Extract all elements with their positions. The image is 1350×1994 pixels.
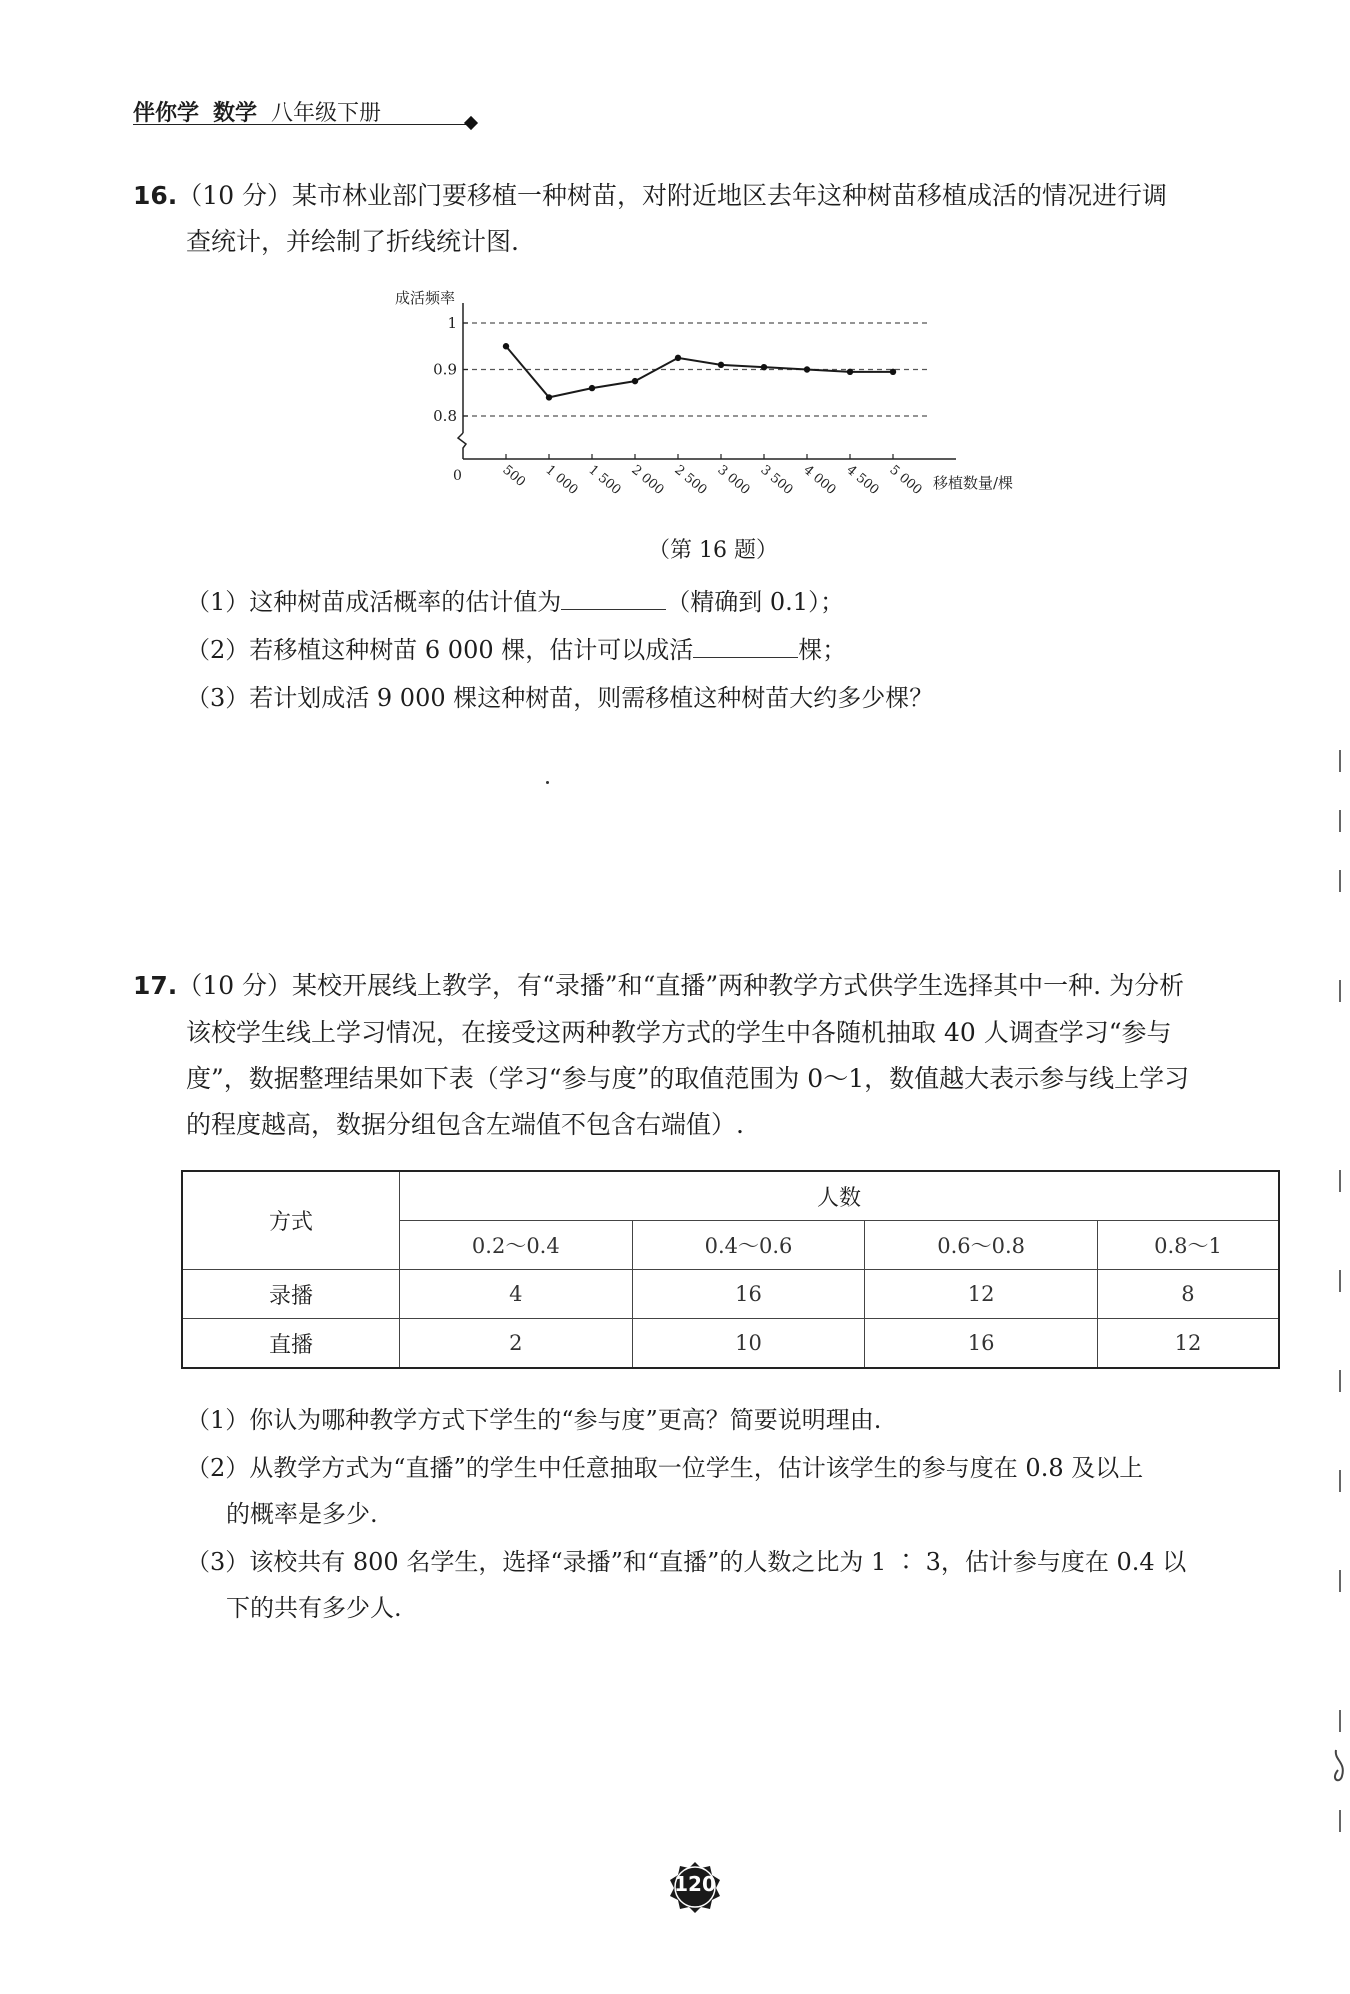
chart-x-tick-label: 2 500 (671, 462, 710, 498)
q16-text-line1 (133, 180, 1167, 212)
stray-dot (546, 781, 549, 784)
chart-x-tick-label: 3 500 (757, 462, 796, 498)
q17-text-line4: 的程度越高，数据分组包含左端值不包含右端值）. (186, 1110, 744, 1139)
chart-x-tick-label: 2 000 (628, 462, 667, 498)
chart-x-ticks (499, 454, 924, 498)
chart-series (503, 343, 896, 401)
q16-sub1 (186, 586, 844, 618)
table-cell: 8 (1097, 1270, 1279, 1319)
chart-x-tick-label: 4 000 (800, 462, 839, 498)
table-cell: 4 (400, 1270, 633, 1319)
header-subject: 数学 (213, 101, 258, 126)
table-column-header: 0.6～0.8 (865, 1221, 1098, 1270)
q16-text-1: （10 分）某市林业部门要移植一种树苗，对附近地区去年这种树苗移植成活的情况进行调 (177, 181, 1168, 210)
chart-x-tick-label: 500 (499, 462, 529, 491)
chart-x-tick-label: 1 500 (585, 462, 624, 498)
chart-y-tick-label: 1 (447, 314, 457, 332)
q16-text-line2: 查统计，并绘制了折线统计图. (186, 227, 519, 256)
q16-sub3: （3）若计划成活 9 000 棵这种树苗，则需移植这种树苗大约多少棵？ (186, 684, 934, 712)
q17-text-1: （10 分）某校开展线上教学，有“录播”和“直播”两种教学方式供学生选择其中一种. 为分析 (177, 971, 1185, 1000)
chart-x-tick-label: 5 000 (886, 462, 925, 498)
q16-caption: （第 16 题） (648, 538, 778, 563)
q16-sub1-post: （精确到 0.1）； (666, 588, 845, 616)
chart-y-tick-label: 0.8 (433, 407, 457, 425)
table-cell: 10 (632, 1319, 865, 1369)
chart-x-axis-label: 移植数量/棵 (933, 474, 1014, 492)
q16-sub2-pre: （2）若移植这种树苗 6 000 棵，估计可以成活 (186, 636, 694, 664)
header-diamond-icon (464, 116, 478, 130)
table-column-header: 0.8～1 (1097, 1221, 1279, 1270)
chart-data-point (632, 378, 638, 384)
q17-text-line3: 度”，数据整理结果如下表（学习“参与度”的取值范围为 0～1，数值越大表示参与线上学习 (186, 1064, 1190, 1093)
table-column-header: 0.2～0.4 (400, 1221, 633, 1270)
table-row-label: 直播 (182, 1319, 400, 1369)
chart-axes (458, 303, 956, 459)
q17-number: 17. (133, 971, 178, 1000)
chart-gridlines (463, 323, 928, 416)
q17-sub3-line2: 下的共有多少人. (226, 1594, 402, 1622)
chart-x-tick-label: 4 500 (843, 462, 882, 498)
table-cell: 12 (865, 1270, 1098, 1319)
chart-data-point (761, 364, 767, 370)
header-series: 伴你学 (133, 101, 200, 126)
running-header (133, 96, 381, 127)
chart-y-tick-label: 0.9 (433, 360, 457, 379)
chart-data-point (503, 343, 509, 349)
table-group-header: 人数 (400, 1171, 1280, 1221)
chart-data-point (847, 369, 853, 375)
header-grade: 八年级下册 (271, 101, 382, 126)
chart-data-point (890, 369, 896, 375)
q16-line-chart (395, 283, 1014, 513)
chart-y-axis-label: 成活频率 (395, 289, 456, 307)
chart-data-point (546, 394, 552, 400)
chart-data-point (589, 385, 595, 391)
table-row (182, 1270, 1279, 1319)
page-number: 120 (674, 1872, 716, 1896)
header-rule (133, 124, 473, 125)
table-row (182, 1319, 1279, 1369)
chart-x-tick-label: 1 000 (542, 462, 581, 498)
q16-sub2-post: 棵； (798, 636, 847, 664)
q17-text-line2: 该校学生线上学习情况，在接受这两种教学方式的学生中各随机抽取 40 人调查学习“参与 (186, 1018, 1172, 1047)
chart-x-tick-label: 3 000 (714, 462, 753, 498)
q16-sub2-blank[interactable] (693, 635, 798, 658)
chart-axis-break (458, 433, 466, 459)
table-cell: 16 (632, 1270, 865, 1319)
chart-origin-label: 0 (453, 468, 462, 484)
q16-number: 16. (133, 181, 178, 210)
table-cell: 12 (1097, 1319, 1279, 1369)
table-row-label: 录播 (182, 1270, 400, 1319)
q17-sub1: （1）你认为哪种教学方式下学生的“参与度”更高？简要说明理由. (186, 1406, 882, 1434)
q17-sub2-line2: 的概率是多少. (226, 1500, 378, 1528)
table-column-header: 0.4～0.6 (632, 1221, 865, 1270)
q17-sub3-line1: （3）该校共有 800 名学生，选择“录播”和“直播”的人数之比为 1 ∶ 3，估计参与度在 0.4 以 (186, 1548, 1187, 1576)
q16-sub1-blank[interactable] (561, 587, 666, 610)
q16-sub2 (186, 634, 846, 666)
q16-sub1-pre: （1）这种树苗成活概率的估计值为 (186, 588, 562, 616)
chart-data-point (804, 366, 810, 372)
binding-edge-marks (1332, 750, 1348, 1900)
chart-series-line (506, 346, 893, 397)
table-cell: 2 (400, 1319, 633, 1369)
chart-data-point (675, 355, 681, 361)
table-corner-cell: 方式 (182, 1171, 400, 1270)
chart-data-point (718, 362, 724, 368)
table-cell: 16 (865, 1319, 1098, 1369)
q17-sub2-line1: （2）从教学方式为“直播”的学生中任意抽取一位学生，估计该学生的参与度在 0.8 及以上 (186, 1454, 1144, 1482)
q17-data-table (181, 1170, 1280, 1369)
table-header-row (182, 1171, 1279, 1221)
q17-text-line1 (133, 970, 1184, 1002)
